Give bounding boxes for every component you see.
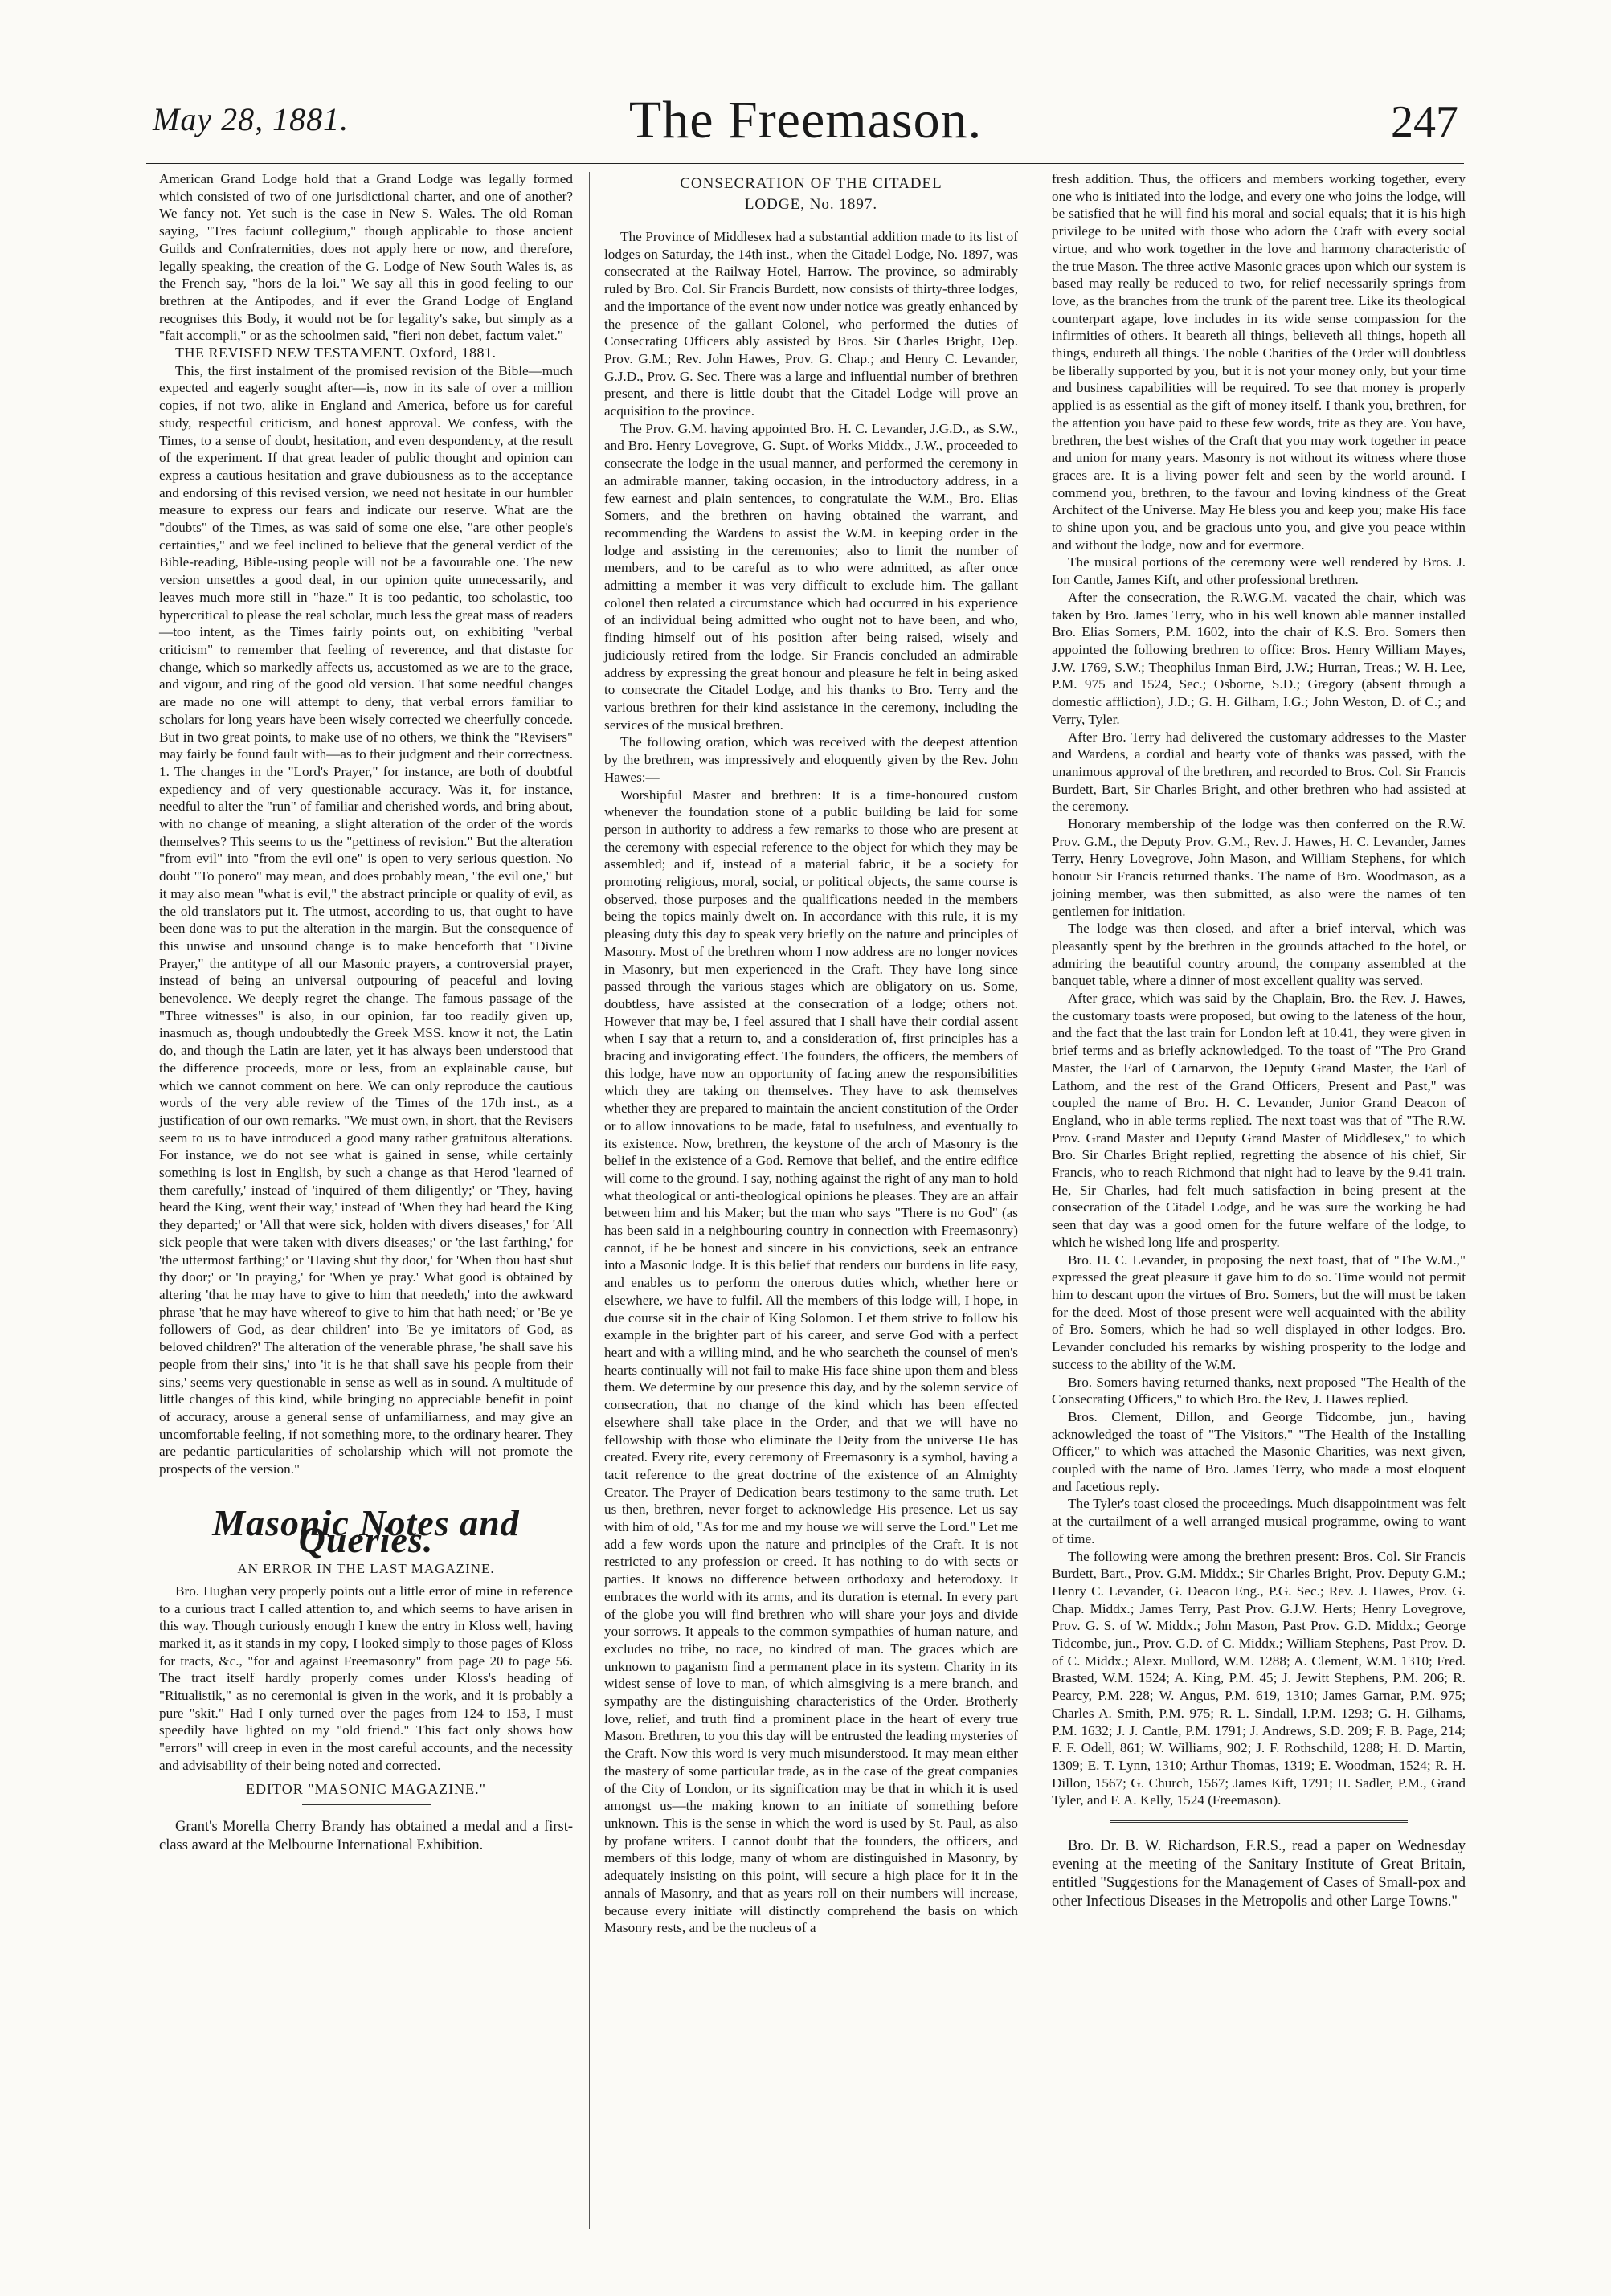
column-3 bbox=[1052, 170, 1466, 1911]
issue-date: May 28, 1881. bbox=[153, 101, 350, 137]
article-paragraph: After grace, which was said by the Chaplain, Bro. the Rev. J. Hawes, the customary toasts were proposed, but owing to the lateness of the hour, and the fact that the last train for London left at 10.41, they were given in brief terms and as briefly acknowledged. To the toast of "The Pro Grand Master, the Earl of Carnarvon, the Deputy Grand Master, the Earl of Lathom, and the rest of the Grand Officers, Present and Past," was coupled the name of Bro. H. C. Levander, Junior Grand Deacon of England, who in able terms replied. The next toast was that of "The R.W. Prov. Grand Master and Deputy Grand Master of Middlesex," to which Bro. Sir Charles Bright replied, regretting the absence of his chief, Sir Francis, who to reach Richmond that night had to leave by the 9.41 train. He, Sir Charles, had felt much satisfaction in being present at the consecration of the Citadel Lodge, and he was sure the working he had seen that day was a good omen for the future welfare of the lodge, to which he wished long life and prosperity. bbox=[1052, 991, 1466, 1250]
section-rule bbox=[302, 1804, 431, 1805]
article-paragraph: The Tyler's toast closed the proceedings. Much disappointment was felt at the curtailment of a well arranged musical programme, owing to want of time. bbox=[1052, 1496, 1466, 1546]
oration-paragraph: Worshipful Master and brethren: It is a time-honoured custom whenever the foundation stone of a public building be laid for some person in authority to address a few remarks to those who are present at the ceremony with especial reference to the object for which they may be assembled; and if, instead of a material fabric, it be a society for promoting religious, moral, social, or political objects, the same course is observed, those purposes and the qualifications needed in the members being the topics mainly dwelt on. In accordance with this rule, it is my pleasing duty this day to speak very briefly on the nature and principles of Masonry. Most of the brethren whom I now address are no longer novices in Masonry, but men experienced in the Craft. They have long since passed through the various stages which are obligatory on us. Some, doubtless, have assisted at the consecration of a lodge; others not. However that may be, I feel assured that I shall have their cordial assent when I say that a return to, and a consideration of, first principles has a bracing and invigorating effect. The founders, the officers, the members of this lodge, have now an opportunity of facing anew the responsibilities which they are taking on themselves. They have to ask themselves whether they are prepared to maintain the ancient constitution of the Order or to allow innovations to be made, fatal to usefulness, and eventually to its existence. Now, brethren, the keystone of the arch of Masonry is the belief in the existence of a God. Remove that belief, and the entire edifice will come to the ground. I say, nothing against the right of any man to hold what theological or anti-theological opinions he pleases. They are an affair between him and his Maker; but the man who says "There is no God" (as has been said in a neighbouring country in connection with Freemasonry) cannot, if he be honest and sincere in his convictions, seek an entrance into a Masonic lodge. It is this belief that renders our burdens in life easy, and enables us to perform the onerous duties which, whether here or elsewhere, we have to fulfil. All the members of this lodge will, I hope, in due course sit in the chair of King Solomon. Let them strive to follow his example in the brighter part of his career, and serve God with a perfect heart and with a willing mind, and he who searcheth the counsel of men's hearts continually will not fail to make His face shine upon them and bless them. We determine by our presence this day, and by the solemn service of consecration, that no change of the kind which has been effected elsewhere shall take place in the Order, and that we will have no fellowship with those who eliminate the Deity from the universe He has created. Every rite, every ceremony of Freemasonry is a symbol, having a tacit reference to the great doctrine of the existence of an Almighty Creator. The Prayer of Dedication bears testimony to the same truth. Let us then, brethren, never forget to acknowledge His presence. Let us say with him of old, "As for me and my house we will serve the Lord." Let me add a few words upon the nature and principles of the Craft. It is not restricted to any profession or creed. It has nothing to do with sects or parties. It knows no difference between orthodoxy and heterodoxy. It embraces the world with its arms, and its duration is eternal. In every part of the globe you will find brethren who will share your joys and divide your sorrows. It appeals to the common sympathies of human nature, and excludes no tribe, no race, no kindred of man. The graces which are unknown to paganism find a permanent place in its system. Charity in its widest sense of love to man, of which almsgiving is a mere branch, and sympathy are the distinguishing characteristics of the Order. Brotherly love, relief, and truth find a prominent place in the heart of every true Mason. Brethren, to you this day will be entrusted the leading mysteries of the Craft. Now this word is very much misunderstood. It may mean either the mastery of some particular trade, as in the case of the great companies of the City of London, or its signification may be that in which it is used amongst us—the making known to an initiate of something before unknown. This is the sense in which the word is used by St. Paul, as also by profane writers. I cannot doubt that the founders, the officers, and members of this lodge, many of whom are distinguished in Masonry, by adequately insisting on this point, will secure a high place for it in the annals of Masonry, and that as years roll on their numbers will increase, because every initiate will distinctly comprehend the basis on which Masonry rests, and be the nucleus of a bbox=[604, 786, 1018, 1936]
article-paragraph: The Prov. G.M. having appointed Bro. H. C. Levander, J.G.D., as S.W., and Bro. Henry Lovegrove, G. Supt. of Works Middx., J.W., proceeded to consecrate the lodge in the usual manner, and performed the ceremony in an admirable manner, taking occasion, in the introductory address, in a few earnest and plain sentences, to congratulate the W.M., Bro. Elias Somers, and the brethren on having obtained the warrant, and recommending the Wardens to assist the W.M. in keeping order in the lodge and assisting in the ceremonies; also to limit the number of members, and to be careful as to who were admitted, as after once admitting a member it was very difficult to exclude him. The gallant colonel then related a circumstance which had occurred in his experience of an individual being admitted who ought not to have been, and who, finding himself out of his position after being raised, wisely and judiciously retired from the lodge. Sir Francis concluded an admirable address by expressing the great honour and pleasure he felt in being asked to consecrate the Citadel Lodge, and his thanks to Bro. Terry and the various brethren for their kind assistance in the ceremony, including the services of the musical brethren. bbox=[604, 420, 1018, 733]
grand-lodge-continuation: American Grand Lodge hold that a Grand Lodge was legally formed which consisted of two of one jurisdictional charter, and one of another? We fancy not. Yet such is the case in New S. Wales. The old Roman saying, "Tres faciunt collegium," though applicable to those ancient Guilds and Confraternities, does not apply here or now, and therefore, legally speaking, the creation of the G. Lodge of New South Wales is, as the French say, "hors de la loi." We say all this in good feeling to our brethren at the Antipodes, and if ever the Grand Lodge of England recognises this Body, it would not be for legality's sake, but simply as a "fait accompli," or as the schoolmen said, "fieri non debet, factum valet." bbox=[159, 171, 573, 344]
column-rule-1 bbox=[589, 172, 590, 2229]
masthead-rule bbox=[146, 161, 1464, 164]
article-paragraph: The lodge was then closed, and after a brief interval, which was pleasantly spent by the brethren in the grounds attached to the hotel, or admiring the beautiful country around, the company assembled at the banquet table, where a dinner of most excellent quality was served. bbox=[1052, 921, 1466, 989]
consecration-heading bbox=[604, 174, 1018, 215]
editor-signature: EDITOR "MASONIC MAGAZINE." bbox=[246, 1780, 486, 1797]
consecration-heading-line-1: CONSECRATION OF THE CITADEL bbox=[680, 175, 942, 192]
attendance-list: The following were among the brethren present: Bros. Col. Sir Francis Burdett, Bart., Prov. G.M. Middx.; Sir Charles Bright, Prov. Deputy G.M.; Henry C. Levander, G. Deacon Eng., P.G. Sec.; Rev. J. Hawes, Prov. G. Chap. Middx.; James Terry, Past Prov. G.J.W. Herts; Henry Lovegrove, Prov. G. S. of W. Middx.; John Mason, Past Prov. G.D. Middx.; George Tidcombe, jun., Prov. G.D. of C. Middx.; William Stephens, Past Prov. D. of C. Middx.; Alexr. Mullord, W.M. 1288; A. Clement, W.M. 1310; Fred. Brasted, W.M. 1524; A. King, P.M. 45; J. Jewitt Stephens, P.M. 206; R. Pearcy, P.M. 228; W. Angus, P.M. 619, 1310; James Garnar, P.M. 975; Charles A. Smith, P.M. 975; R. L. Sindall, I.P.M. 1293; G. H. Gilhams, P.M. 1632; J. J. Cantle, P.M. 1791; J. Andrews, S.D. 209; F. B. Page, 214; F. F. Odell, 861; W. Williams, 902; J. F. Rothschild, 1288; H. D. Martin, 1309; E. T. Lynn, 1310; Arthur Thomas, 1319; E. Woodman, 1524; R. H. Dillon, 1567; G. Church, 1567; James Kift, 1791; H. Sadler, P.M., Grand Tyler, and F. A. Kelly, 1524 (Freemason). bbox=[1052, 1548, 1466, 1808]
article-paragraph: Honorary membership of the lodge was then conferred on the R.W. Prov. G.M., the Deputy Prov. G.M., Rev. J. Hawes, H. C. Levander, James Terry, Henry Lovegrove, John Mason, and William Stephens, for which honour Sir Francis returned thanks. The name of Bro. Woodmason, as a joining member, was then submitted, as also were the names of ten gentlemen for initiation. bbox=[1052, 816, 1466, 919]
column-2 bbox=[604, 170, 1018, 1937]
review-heading: THE REVISED NEW TESTAMENT. Oxford, 1881. bbox=[175, 345, 497, 362]
column-1 bbox=[159, 170, 573, 1855]
article-paragraph: Bro. H. C. Levander, in proposing the next toast, that of "The W.M.," expressed the great pleasure it gave him to do so. Time would not permit him to descant upon the virtues of Bro. Somers, but the will must be taken for the deed. Most of those present were well acquainted with the ability of Bro. Somers, which he had so well displayed in other lodges. Bro. Levander concluded his remarks by wishing prosperity to the lodge and success to the ability of the W.M. bbox=[1052, 1252, 1466, 1372]
article-paragraph: After the consecration, the R.W.G.M. vacated the chair, which was taken by Bro. James Terry, who in his well known able manner installed Bro. Elias Somers, P.M. 1602, into the chair of K.S. Bro. Somers then appointed the following brethren to office: Bros. Henry William Mayes, J.W. 1769, S.W.; Theophilus Inman Bird, J.W.; Hurran, Treas.; W. H. Lee, P.M. 975 and 1524, Sec.; Osborne, S.D.; Gregory (absent through a domestic affliction), J.D.; G. H. Gilham, I.G.; John Weston, D. of C.; and Verry, Tyler. bbox=[1052, 589, 1466, 727]
masthead bbox=[0, 0, 1611, 161]
article-paragraph: Bro. Somers having returned thanks, next proposed "The Health of the Consecrating Officers," to which Bro. the Rev, J. Hawes replied. bbox=[1052, 1374, 1466, 1407]
article-paragraph: After Bro. Terry had delivered the customary addresses to the Master and Wardens, a cordial and hearty vote of thanks was passed, with the unanimous approval of the brethren, and recorded to Bros. Col. Sir Francis Burdett, Bart, Sir Charles Bright, and other brethren who had assisted at the ceremony. bbox=[1052, 729, 1466, 815]
review-paragraph: This, the first instalment of the promised revision of the Bible—much expected and eagerly sought after—is, now in its sale of over a million copies, if not two, alike in England and America, before us for careful study, respectful criticism, and honest approval. We confess, with the Times, to a sense of doubt, hesitation, and even despondency, at the result of the experiment. If that great leader of public thought and opinion can express a cautious hesitation and grave dubiousness as to the acceptance and endorsing of this revised version, we need not hesitate in our humbler measure to express our fears and indicate our reserve. What are the "doubts" of the Times, as was said of some one else, "are other people's certainties," and we feel inclined to believe that the general verdict of the Bible-reading, Bible-using people will not be a favourable one. The new version unsettles a good deal, in our opinion quite unnecessarily, and leaves much more still in "haze." It is too pedantic, too scholastic, too hypercritical to please the real scholar, much less the great mass of readers—too intent, as the Times fairly points out, on exhibiting "verbal criticism" to remember that feeling of reverence, and that distaste for change, which so markedly affects us, accustomed as we are to the grace, and vigour, and ring of the good old version. That some needful changes are made no one will attempt to deny, that verbal errors familiar to scholars for long years have been wisely corrected we cheerfully concede. But in two great points, to make use of no others, we think the "Revisers" may fairly be found fault with—as to their judgment and their correctness. 1. The changes in the "Lord's Prayer," for instance, are both of doubtful expediency and of very questionable accuracy. Was it, for instance, needful to alter the "run" of familiar and cherished words, and bring about, with no change of meaning, a slight alteration of the order of the words themselves? This seems to us the "pettiness of revision." But the alteration "from evil" into "from the evil one" is open to very serious question. No doubt "To ponero" may mean, and does probably mean, "the evil one," but it may also mean "what is evil," the abstract principle or quality of evil, as the old translators put it. The utmost, according to us, that ought to have been done was to put the alteration in the margin. But the consequence of this unwise and unsound change is to make henceforth that "Divine Prayer," the antitype of all our Masonic prayers, a controversial prayer, instead of being an universal outpouring of peaceful and loving benevolence. We deeply regret the change. The famous passage of the "Three witnesses" is also, in our opinion, far too readily given up, inasmuch as, though undoubtedly the Greek MSS. know it not, the Latin do, and though the Latin are later, yet it has always been understood that the difference proceeds, more or less, from an explainable cause, but which we cannot comment on here. We can only reproduce the cautious words of the very able review of the Times of the 17th inst., as a justification of our own remarks. "We must own, in short, that the Revisers seem to us to have introduced a good many rather gratuitous alterations. For instance, we do not see what is gained in sense, while certainly something is lost in English, by such a change as that Herod 'learned of them carefully,' instead of 'inquired of them diligently;' or 'They, having heard the King, went their way,' instead of 'When they had heard the King they departed;' or 'All that were sick, holden with divers diseases,' for 'All sick people that were taken with divers diseases;' or 'the last farthing,' for 'the uttermost farthing;' or 'Having shut thy door,' for 'When thou hast shut thy door;' or 'In praying,' for 'When ye pray.' What good is obtained by altering 'that he may have to give to him that needeth,' into the awkward phrase 'that he may have whereof to give to him that hath need;' or 'Be ye followers of God, as dear children' into 'Be ye imitators of God, as beloved children?' The alteration of the venerable phrase, 'he shall save his people from their sins,' into 'it is he that shall save his people from their sins,' seems very questionable in sense as well as in sound. A multitude of little changes of this kind, while bringing no appreciable benefit in point of accuracy, arouse a general sense of unfamiliarness, and may give an uncomfortable feeling, if not something more, to the ordinary hearer. They are pedantic particularities of scholarship which will not promote the prospects of the version." bbox=[159, 362, 573, 1477]
oration-continuation: fresh addition. Thus, the officers and members working together, every one who is initiated into the lodge, and every one who joins the lodge, will be satisfied that he will find his moral and social equals; that it is his high privilege to be united with those who adorn the Craft with every social virtue, and who work together in the love and harmony characteristic of the true Mason. The three active Masonic graces upon which our system is based may really be reduced to two, for relief necessarily springs from love, as the branches from the trunk of the parent tree. Like its theological counterpart agape, love includes in its wide sense compassion for the infirmities of others. It beareth all things, believeth all things, hopeth all things, endureth all things. The noble Charities of the Order will doubtless be liberally supported by you, but it is not your money only, but your time and business capabilities will be required. To see that money is properly applied is as essential as the gift of money itself. I thank you, brethren, for the attention you have paid to these few words, trite as they are. You have, brethren, the best wishes of the Craft that you may work together in peace and union for many years. Masonry is not without its witness where those graces are. It is a living power felt and seen by the world around. I commend you, brethren, to the favour and loving kindness of the Great Architect of the Universe. May He bless you and keep you; make His face to shine upon you, and be gracious unto you, and give you peace within and without the lodge, now and for evermore. bbox=[1052, 171, 1466, 553]
richardson-notice: Bro. Dr. B. W. Richardson, F.R.S., read a paper on Wednesday evening at the meeting of the Sanitary Institute of Great Britain, entitled "Suggestions for the Management of Cases of Small-pox and other Infectious Diseases in the Metropolis and other Large Towns." bbox=[1052, 1838, 1466, 1910]
article-paragraph: The musical portions of the ceremony were well rendered by Bros. J. Ion Cantle, James Kift, and other professional brethren. bbox=[1052, 554, 1466, 588]
section-rule bbox=[1110, 1820, 1408, 1823]
consecration-heading-line-2: LODGE, No. 1897. bbox=[744, 196, 878, 213]
masonic-notes-heading: Masonic Notes and Queries. bbox=[212, 1501, 520, 1561]
article-paragraph: The Province of Middlesex had a substantial addition made to its list of lodges on Saturday, the 14th inst., when the Citadel Lodge, No. 1897, was consecrated at the Railway Hotel, Harrow. The province, so admirably ruled by Bro. Col. Sir Francis Burdett, now consists of thirty-three lodges, and the importance of the event now under notice was greatly enhanced by the presence of the gallant Colonel, who performed the duties of Consecrating Officers ably assisted by Bros. Sir Charles Bright, Dep. Prov. G.M.; Rev. John Hawes, Prov. G. Chap.; and Henry C. Levander, G.J.D., Prov. G. Sec. There was a large and influential number of brethren present, and there is little doubt that the Citadel Lodge will prove an acquisition to the province. bbox=[604, 229, 1018, 419]
error-paragraph: Bro. Hughan very properly points out a little error of mine in reference to a curious tract I called attention to, and which seems to have arisen in this way. Though curiously enough I knew the entry in Kloss well, having marked it, as it stands in my copy, I looked simply to those pages of Kloss for tracts, &c., "for and against Freemasonry" from page 20 to page 56. The tract itself hardly properly comes under Kloss's heading of "Ritualistik," as no ceremonial is given in the work, and it is probably a pure "skit." Had I only turned over the pages from 124 to 153, I must speedily have lighted on my "old friend." This fact only shows how "errors" will creep in even in the most careful accounts, and the necessity and advisability of their being noted and corrected. bbox=[159, 1583, 573, 1773]
page-number: 247 bbox=[1391, 97, 1458, 147]
newspaper-title: The Freemason. bbox=[628, 91, 983, 149]
error-heading: AN ERROR IN THE LAST MAGAZINE. bbox=[237, 1561, 495, 1577]
brandy-notice: Grant's Morella Cherry Brandy has obtained a medal and a first-class award at the Melbourne International Exhibition. bbox=[159, 1819, 573, 1854]
article-paragraph: The following oration, which was received with the deepest attention by the brethren, was impressively and eloquently given by the Rev. John Hawes:— bbox=[604, 734, 1018, 785]
article-paragraph: Bros. Clement, Dillon, and George Tidcombe, jun., having acknowledged the toast of "The Visitors," "The Health of the Installing Officer," to which was attached the Masonic Charities, was next given, coupled with the name of Bro. James Terry, who made a most eloquent and facetious reply. bbox=[1052, 1408, 1466, 1494]
